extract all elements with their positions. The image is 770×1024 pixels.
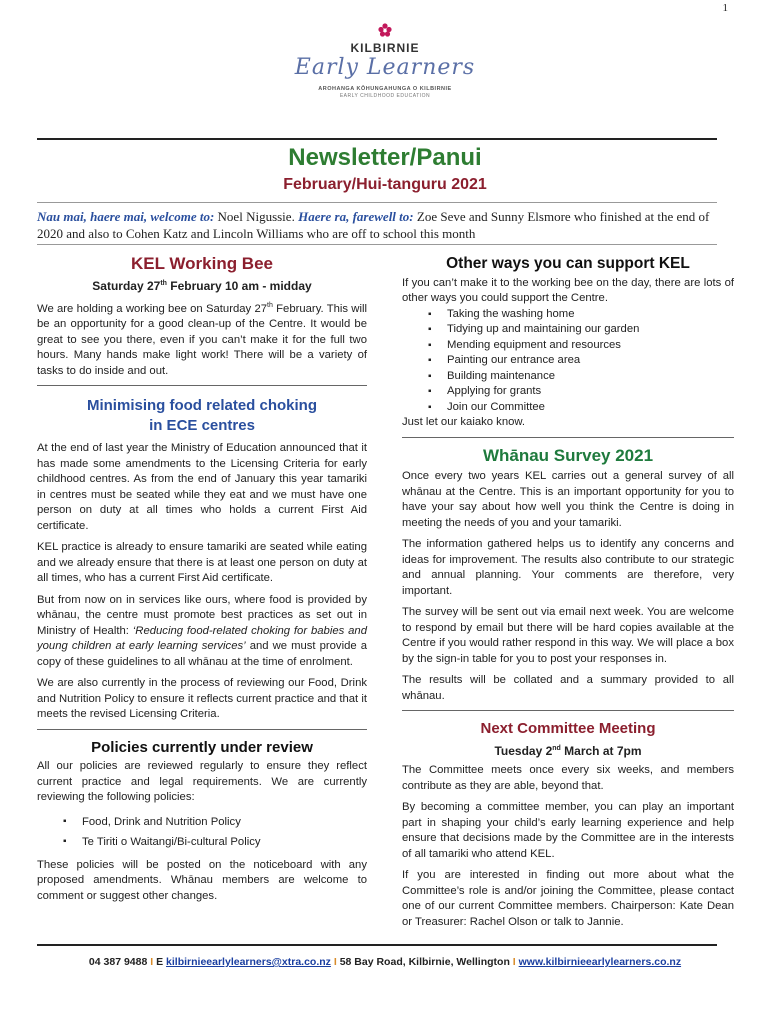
page-number: 1	[722, 2, 728, 14]
list-item: ▪ Taking the washing home	[402, 307, 734, 323]
footer-contact: 04 387 9488 I E kilbirnieearlylearners@xtra.co.nz I 58 Bay Road, Kilbirnie, Wellington I www.kilbirnieearlylearners.co.nz	[88, 956, 682, 968]
policies-outro: These policies will be posted on the noticeboard with any proposed amendments. Whānau members are welcome to comment or suggest other changes.	[37, 858, 367, 902]
right-column	[402, 256, 734, 936]
footer-address: 58 Bay Road, Kilbirnie, Wellington	[339, 956, 510, 968]
footer-email-link[interactable]: kilbirnieearlylearners@xtra.co.nz	[166, 956, 331, 968]
support-outro: Just let our kaiako know.	[402, 416, 526, 428]
logo-script: Early Learners	[294, 55, 476, 80]
welcome-text: Noel Nigussie.	[214, 209, 299, 224]
logo	[0, 22, 770, 99]
header-divider	[37, 138, 717, 140]
list-item: ▪ Join our Committee	[402, 400, 734, 416]
section-divider	[402, 710, 734, 711]
welcome-label: Nau mai, haere mai, welcome to:	[37, 209, 215, 224]
support-intro: If you can’t make it to the working bee on the day, there are lots of other ways you could support the Centre.	[402, 276, 734, 304]
survey-heading: Whānau Survey 2021	[482, 445, 654, 465]
choking-paragraph: We are also currently in the process of reviewing our Food, Drink and Nutrition Policy to ensure it reflects current practice and that it meets the revised Licensing Criteria.	[37, 677, 367, 721]
list-item: ▪ Tidying up and maintaining our garden	[402, 322, 734, 338]
list-item: ▪ Mending equipment and resources	[402, 338, 734, 354]
section-divider	[37, 385, 367, 386]
list-item: ▪ Applying for grants	[402, 384, 734, 400]
survey-paragraph: The survey will be sent out via email next week. You are welcome to respond by email but there will be hard copies available at the Centre if you would rather respond in this way. We will place a box by the sign-in table for you to post your responses in.	[402, 606, 734, 665]
survey-paragraph: The results will be collated and a summary provided to all whānau.	[402, 674, 734, 702]
farewell-text: Zoe Seve and Sunny Elsmore who finished at the end of 2020 and also to Cohen Katz and Lincoln Williams who are off to school this month	[37, 209, 710, 241]
list-item: ▪ Te Tiriti o Waitangi/Bi-cultural Policy	[37, 832, 367, 852]
working-bee-date: Saturday 27th February 10 am - midday	[92, 278, 312, 293]
footer-phone: 04 387 9488	[88, 956, 148, 968]
newsletter-subtitle: February/Hui-tanguru 2021	[283, 176, 487, 193]
committee-paragraph: The Committee meets once every six weeks, and members contribute as they are able, beyond that.	[402, 764, 734, 792]
list-item: ▪ Painting our entrance area	[402, 353, 734, 369]
policies-intro: All our policies are reviewed regularly to ensure they reflect current practice and legal requirements. We are currently reviewing the following policies:	[37, 760, 367, 804]
choking-paragraph: KEL practice is already to ensure tamariki are seated while eating and we already ensure that there is at least one person on duty at all times, who has a current First Aid certificate.	[37, 541, 367, 585]
section-divider	[402, 437, 734, 438]
support-list	[402, 307, 734, 416]
choking-paragraph: At the end of last year the Ministry of Education announced that it has made some amendments to the Licensing Criteria for early childhood centres. As from the end of January this year tamariki in centres must be seated while they eat and we must have one person on duty at all times who holds a current First Aid certificate.	[37, 442, 367, 532]
policies-heading: Policies currently under review	[91, 738, 313, 756]
survey-paragraph: Once every two years KEL carries out a general survey of all whānau at the Centre. This is an important opportunity for you to have your say about how well you think the Centre is doing in meeting the needs of you and your tamariki.	[402, 470, 734, 529]
policies-list	[37, 812, 367, 852]
choking-paragraph: But from now on in services like ours, where food is provided by whānau, the centre must promote best practices as set out in Ministry of Health: ‘Reducing food-related choking for babies and young children at early learning services’ and we must provide a copy of these guidelines to all whānau at the time of enrolment.	[37, 593, 367, 668]
footer-website-link[interactable]: www.kilbirnieearlylearners.co.nz	[518, 956, 682, 968]
welcome-divider-top	[37, 202, 717, 203]
newsletter-title: Newsletter/Panui	[288, 144, 482, 171]
support-heading: Other ways you can support KEL	[446, 255, 690, 272]
survey-paragraph: The information gathered helps us to identify any concerns and ideas for improvement. The results also contribute to our strategic and annual planning. Your comments are therefore, very important.	[402, 538, 734, 597]
footer-email-label: E	[156, 956, 164, 968]
logo-tagline-maori: AROHANGA KŌHUNGAHUNGA O KILBIRNIE	[318, 86, 452, 92]
welcome-divider-bottom	[37, 244, 717, 245]
left-column	[37, 256, 367, 910]
footer-divider	[37, 944, 717, 946]
flower-logo-icon	[375, 22, 395, 38]
list-item: ▪ Food, Drink and Nutrition Policy	[37, 812, 367, 832]
working-bee-heading: KEL Working Bee	[130, 254, 273, 273]
committee-date: Tuesday 2nd March at 7pm	[494, 743, 642, 758]
section-divider	[37, 729, 367, 730]
logo-tagline-english: EARLY CHILDHOOD EDUCATION	[339, 93, 431, 99]
committee-paragraph: If you are interested in finding out more about what the Committee’s role is and/or joining the Committee, please contact one of our current Committee members. Chairperson: Kate Dean or Treasurer: Rachel Olson or talk to Jannie.	[402, 869, 734, 928]
committee-paragraph: By becoming a committee member, you can play an important part in shaping your child’s early learning experience and help ensure that decisions made by the Committee are in the interests of all tamariki who attend KEL.	[402, 801, 734, 860]
farewell-label: Haere ra, farewell to:	[298, 209, 414, 224]
list-item: ▪ Building maintenance	[402, 369, 734, 385]
choking-heading: Minimising food related choking in ECE centres	[86, 397, 317, 435]
working-bee-body: We are holding a working bee on Saturday 27th February. This will be an opportunity for a good clean-up of the Centre. It would be great to see you there, even if you can’t make it for the full two hours. Many hands make light work! There will be a variety of tasks to do inside and out.	[37, 302, 367, 377]
committee-heading: Next Committee Meeting	[480, 720, 656, 737]
logo-brand: KILBIRNIE	[350, 41, 420, 55]
welcome-farewell	[37, 208, 727, 242]
